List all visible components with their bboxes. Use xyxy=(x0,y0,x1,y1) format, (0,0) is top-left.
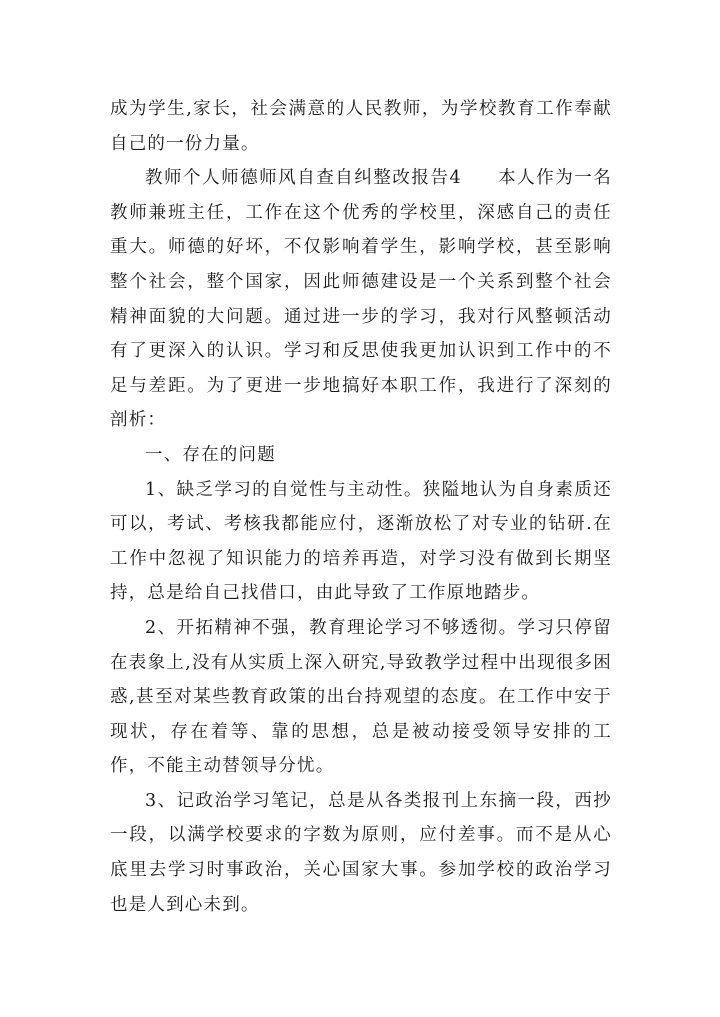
report-body-text: 本人作为一名教师兼班主任，工作在这个优秀的学校里，深感自己的责任重大。师德的好坏，不仅影响着学生，影响学校，甚至影响整个社会，整个国家，因此师德建设是一个关系到整个社会精神面貌的大问题。通过进一步的学习，我对行风整顿活动有了更深入的认识。学习和反思使我更加认识到工作中的不足与差距。为了更进一步地搞好本职工作，我进行了深刻的剖析： xyxy=(110,168,612,431)
problem-item-2: 2、开拓精神不强，教育理论学习不够透彻。学习只停留在表象上,没有从实质上深入研究,导致教学过程中出现很多困惑,甚至对某些教育政策的出台持观望的态度。在工作中安于现状，存在着等、靠的思想，总是被动接受领导安排的工作，不能主动替领导分忧。 xyxy=(110,617,612,777)
report-title: 教师个人师德师风自查自纠整改报告4 xyxy=(145,168,462,189)
document-body xyxy=(110,92,612,922)
paragraph-report-4 xyxy=(110,161,612,438)
paragraph-intro-continued: 成为学生,家长，社会满意的人民教师，为学校教育工作奉献自己的一份力量。 xyxy=(110,99,612,154)
problem-item-3: 3、记政治学习笔记，总是从各类报刊上东摘一段，西抄一段，以满学校要求的字数为原则，应付差事。而不是从心底里去学习时事政治，关心国家大事。参加学校的政治学习也是人到心未到。 xyxy=(110,790,612,915)
problem-item-1: 1、缺乏学习的自觉性与主动性。狭隘地认为自身素质还可以，考试、考核我都能应付，逐渐放松了对专业的钻研.在工作中忽视了知识能力的培养再造，对学习没有做到长期坚持，总是给自己找借口，由此导致了工作原地踏步。 xyxy=(110,479,612,604)
section-heading-problems: 一、存在的问题 xyxy=(145,444,276,465)
